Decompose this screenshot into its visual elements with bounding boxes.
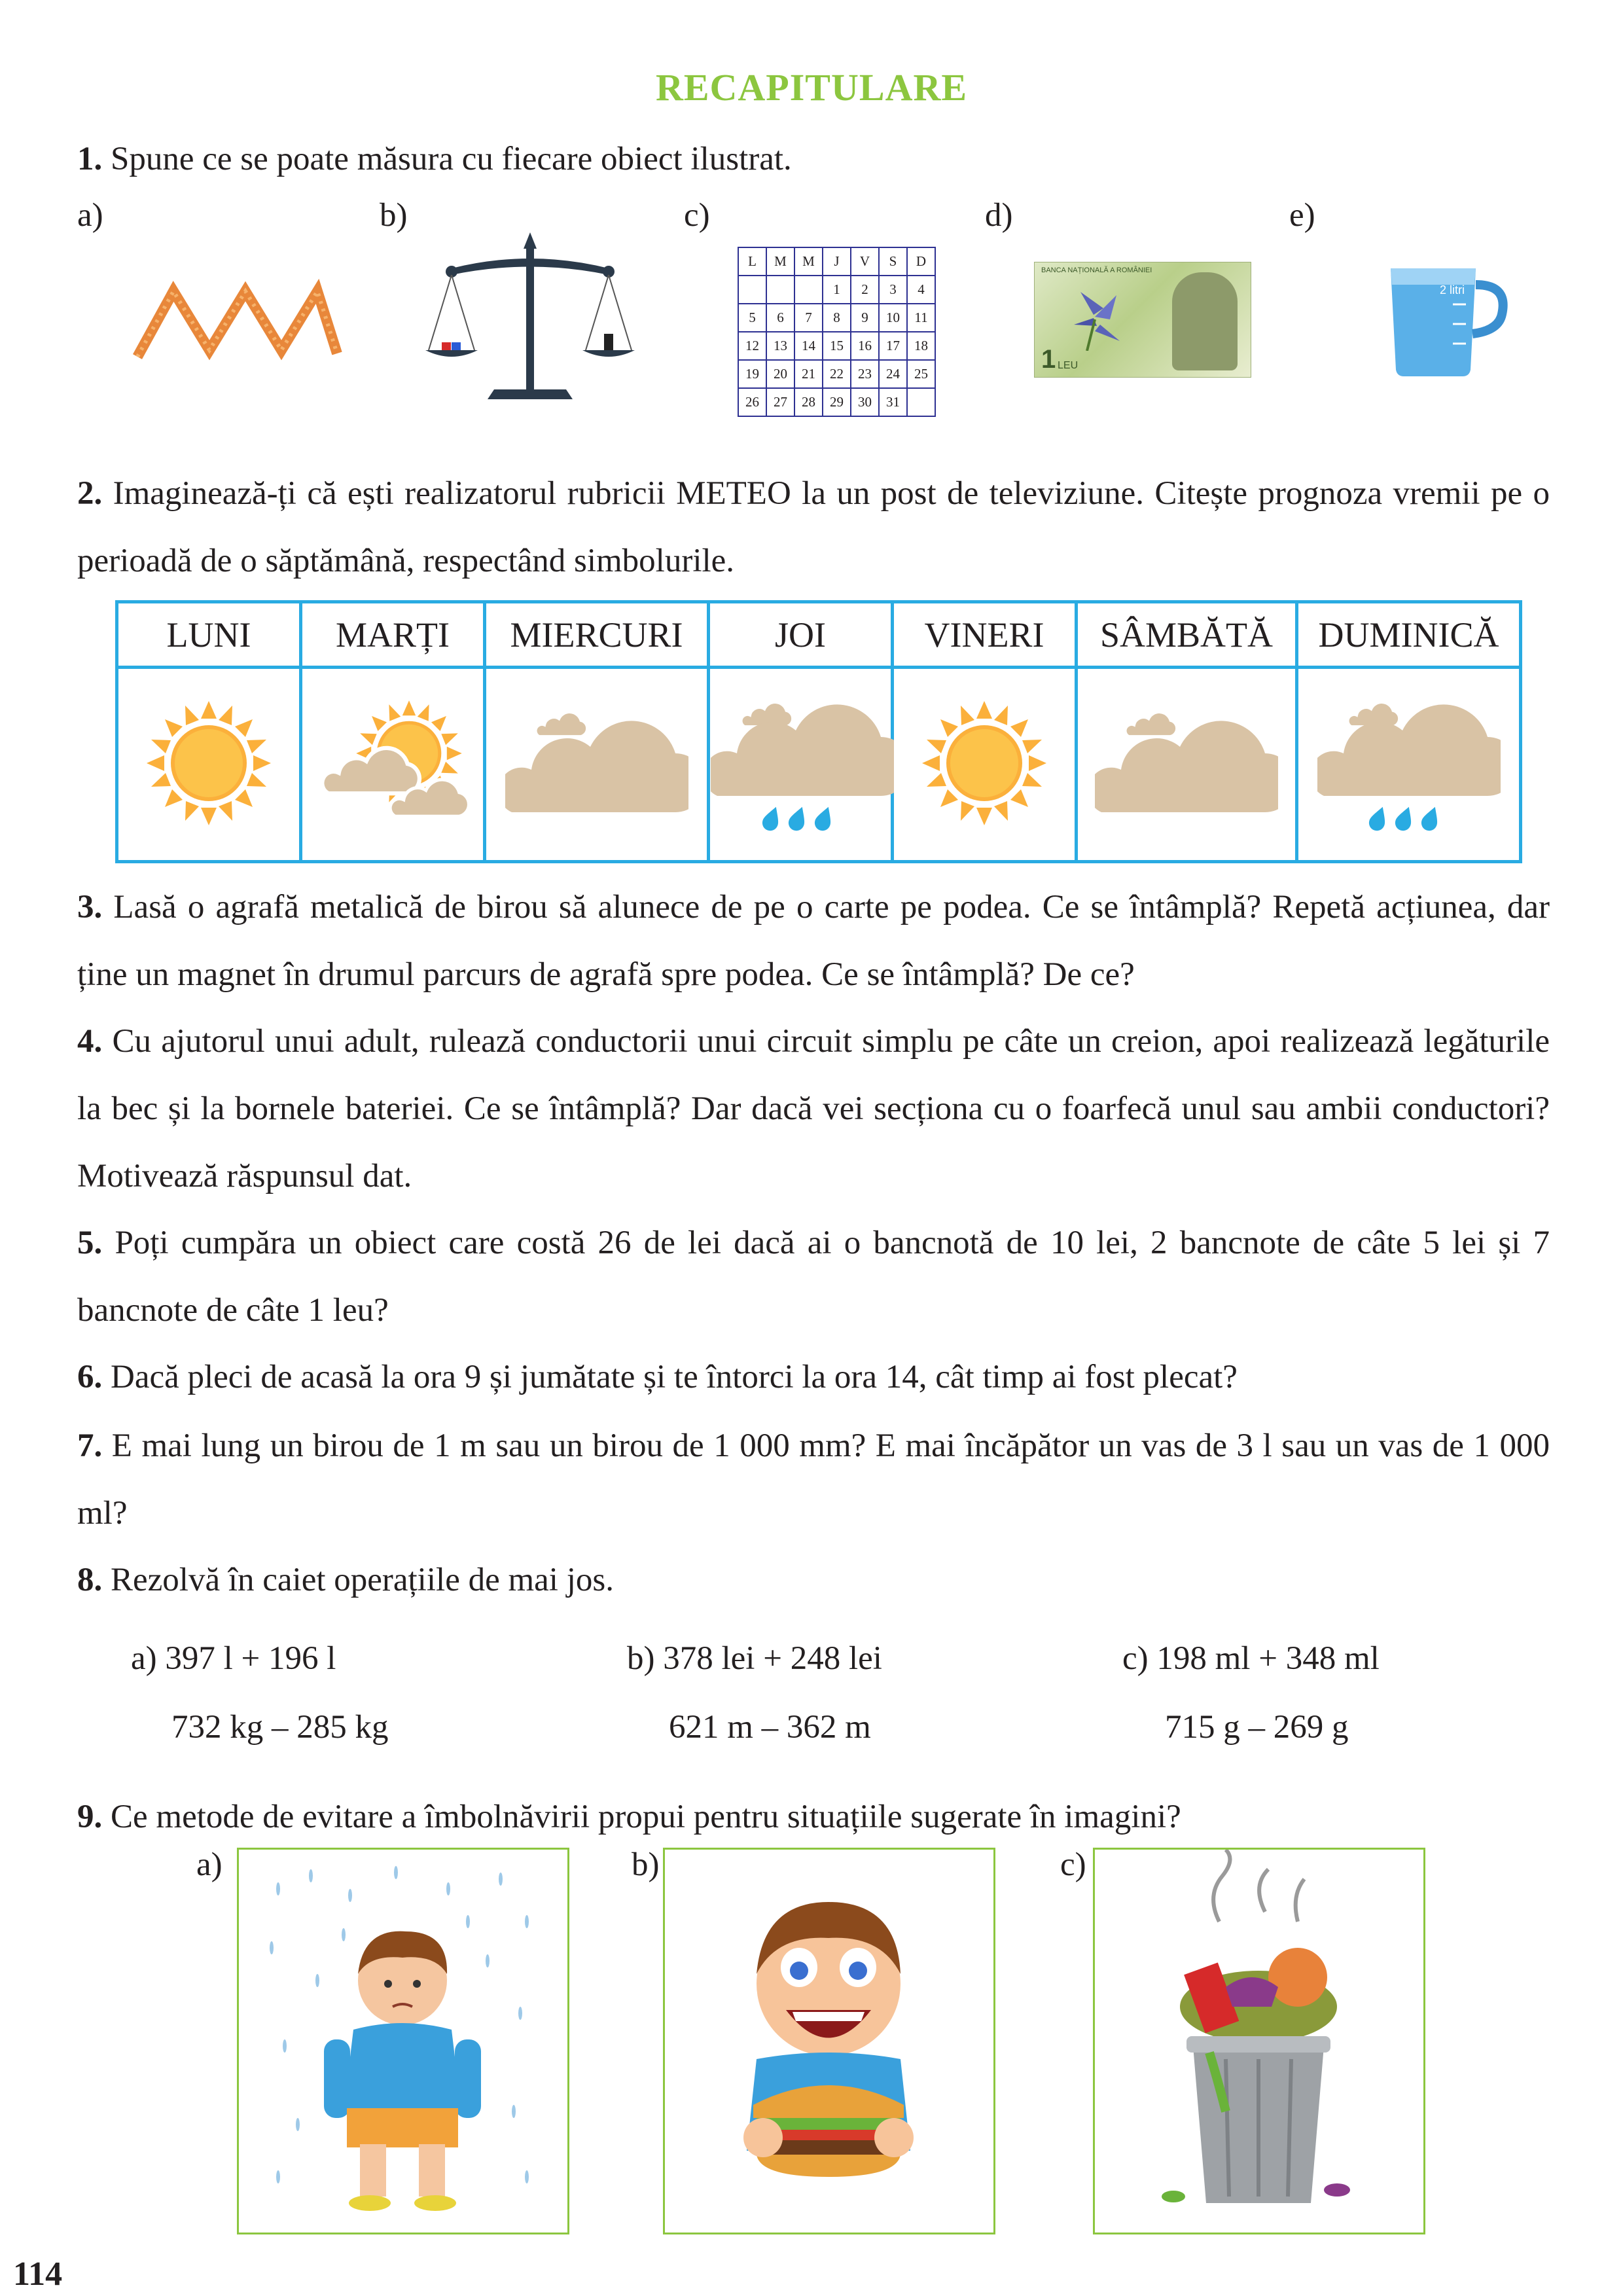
weather-cell [709, 668, 893, 862]
day-sambata: SÂMBĂTĂ [1077, 602, 1297, 668]
weather-table [115, 600, 1522, 863]
banknote-unit: LEU [1058, 360, 1079, 371]
calendar-cell: 12 [738, 332, 766, 360]
exercise-c1: c) 198 ml + 348 ml [1122, 1640, 1380, 1677]
page-title: RECAPITULARE [655, 66, 968, 109]
sun-clouds-icon [314, 698, 471, 829]
boy-with-burger-image [663, 1848, 995, 2234]
calendar-cell: 3 [879, 276, 907, 304]
folding-ruler-icon [128, 275, 350, 367]
question-number: 5. [77, 1225, 103, 1261]
calendar-cell: 9 [851, 304, 879, 332]
rain-icon [1317, 691, 1501, 835]
exercise-a1: a) 397 l + 196 l [131, 1640, 336, 1677]
question-4 [77, 1008, 1550, 1210]
calendar-cell: 5 [738, 304, 766, 332]
portrait-icon [1172, 272, 1238, 370]
calendar-cell: 1 [823, 276, 851, 304]
question-text: Spune ce se poate măsura cu fiecare obiect ilustrat. [111, 141, 792, 177]
calendar-cell: 10 [879, 304, 907, 332]
question-2 [77, 460, 1550, 595]
page-number: 114 [13, 2255, 63, 2293]
label-9c: c) [1060, 1846, 1086, 1883]
sun-icon [919, 698, 1050, 829]
question-7 [77, 1412, 1550, 1547]
question-text: Dacă pleci de acasă la ora 9 și jumătate și te întorci la ora 14, cât timp ai fost plecat? [111, 1359, 1238, 1395]
question-text: Imaginează-ți că ești realizatorul rubricii METEO la un post de televiziune. Citește prognoza vremii pe o perioadă de o săptămână, respectând simbolurile. [77, 475, 1550, 579]
calendar-cell: 16 [851, 332, 879, 360]
calendar-cell [766, 276, 794, 304]
calendar-header: M [766, 247, 794, 276]
question-number: 2. [77, 475, 103, 512]
calendar-cell: 22 [823, 360, 851, 388]
question-text: Poți cumpăra un obiect care costă 26 de lei dacă ai o bancnotă de 10 lei, 2 bancnote de câte 5 lei și 7 bancnote de câte 1 leu? [77, 1225, 1550, 1329]
calendar-cell [907, 388, 935, 416]
exercise-b2: 621 m – 362 m [669, 1709, 871, 1746]
calendar-cell: 19 [738, 360, 766, 388]
label-e: e) [1289, 197, 1315, 234]
question-1 [77, 126, 1550, 193]
calendar-cell: 29 [823, 388, 851, 416]
question-number: 9. [77, 1799, 103, 1835]
day-miercuri: MIERCURI [485, 602, 709, 668]
calendar-cell: 11 [907, 304, 935, 332]
calendar-cell: 4 [907, 276, 935, 304]
label-9a: a) [196, 1846, 223, 1883]
calendar-cell: 2 [851, 276, 879, 304]
calendar-header: L [738, 247, 766, 276]
calendar-header: J [823, 247, 851, 276]
day-vineri: VINERI [893, 602, 1077, 668]
calendar-header: D [907, 247, 935, 276]
calendar-cell: 7 [794, 304, 823, 332]
question-3 [77, 874, 1550, 1009]
calendar-cell: 13 [766, 332, 794, 360]
question-number: 7. [77, 1427, 103, 1464]
question-number: 8. [77, 1562, 103, 1598]
weather-cell [301, 668, 485, 862]
question-6 [77, 1344, 1550, 1411]
trash-can-image [1093, 1848, 1425, 2234]
calendar-header: M [794, 247, 823, 276]
rain-icon [711, 691, 894, 835]
exercise-c2: 715 g – 269 g [1165, 1709, 1349, 1746]
question-text: Rezolvă în caiet operațiile de mai jos. [111, 1562, 614, 1598]
measuring-jug-icon [1378, 259, 1508, 380]
label-a: a) [77, 197, 103, 234]
weather-cell [117, 668, 301, 862]
calendar-cell: 20 [766, 360, 794, 388]
day-duminica: DUMINICĂ [1297, 602, 1521, 668]
boy-in-rain-image [237, 1848, 569, 2234]
question-5 [77, 1210, 1550, 1344]
question-9 [77, 1784, 1550, 1851]
weather-cell [485, 668, 709, 862]
banknote-value: 1 [1041, 345, 1056, 374]
day-luni: LUNI [117, 602, 301, 668]
weather-cell [1297, 668, 1521, 862]
exercise-a2: 732 kg – 285 kg [171, 1709, 389, 1746]
label-d: d) [985, 197, 1013, 234]
question-text: Ce metode de evitare a îmbolnăvirii propui pentru situațiile sugerate în imagini? [111, 1799, 1181, 1835]
question-number: 1. [77, 141, 103, 177]
day-joi: JOI [709, 602, 893, 668]
question-number: 4. [77, 1023, 103, 1060]
question-number: 6. [77, 1359, 103, 1395]
calendar-cell [738, 276, 766, 304]
calendar-cell: 26 [738, 388, 766, 416]
calendar-cell: 21 [794, 360, 823, 388]
balance-scale-icon [425, 223, 635, 412]
question-text: E mai lung un birou de 1 m sau un birou de 1 000 mm? E mai încăpător un vas de 3 l sau un vas de 1 000 ml? [77, 1427, 1550, 1532]
question-8 [77, 1547, 1550, 1614]
weather-cell [893, 668, 1077, 862]
label-c: c) [684, 197, 710, 234]
calendar-header: S [879, 247, 907, 276]
calendar-cell [794, 276, 823, 304]
calendar-cell: 14 [794, 332, 823, 360]
sun-icon [143, 698, 274, 829]
label-9b: b) [632, 1846, 660, 1883]
label-b: b) [380, 197, 408, 234]
calendar-cell: 6 [766, 304, 794, 332]
calendar-header: V [851, 247, 879, 276]
calendar-cell: 24 [879, 360, 907, 388]
calendar-cell: 30 [851, 388, 879, 416]
calendar-cell: 17 [879, 332, 907, 360]
calendar-cell: 28 [794, 388, 823, 416]
calendar [738, 247, 936, 417]
calendar-cell: 18 [907, 332, 935, 360]
calendar-cell: 25 [907, 360, 935, 388]
calendar-cell: 8 [823, 304, 851, 332]
banknote-bank: BANCA NAȚIONALĂ A ROMÂNIEI [1041, 266, 1152, 274]
calendar-cell: 31 [879, 388, 907, 416]
question-text: Lasă o agrafă metalică de birou să alunece de pe o carte pe podea. Ce se întâmplă? Repetă acțiunea, dar ține un magnet în drumul parcurs de agrafă spre podea. Ce se întâmplă? De ce? [77, 889, 1550, 993]
day-marti: MARȚI [301, 602, 485, 668]
exercise-b1: b) 378 lei + 248 lei [627, 1640, 882, 1677]
calendar-cell: 23 [851, 360, 879, 388]
cloud-icon [505, 698, 688, 829]
question-text: Cu ajutorul unui adult, rulează conductorii unui circuit simplu pe câte un creion, apoi realizează legăturile la bec și la bornele bateriei. Ce se întâmplă? Dar dacă vei secționa cu o foarfecă unul sau ambii conductori? Motivează răspunsul dat. [77, 1023, 1550, 1194]
question-number: 3. [77, 889, 103, 925]
jug-label: 2 litri [1440, 283, 1465, 296]
calendar-cell: 15 [823, 332, 851, 360]
weather-cell [1077, 668, 1297, 862]
cloud-icon [1095, 698, 1278, 829]
banknote-icon [1034, 262, 1251, 378]
calendar-cell: 27 [766, 388, 794, 416]
